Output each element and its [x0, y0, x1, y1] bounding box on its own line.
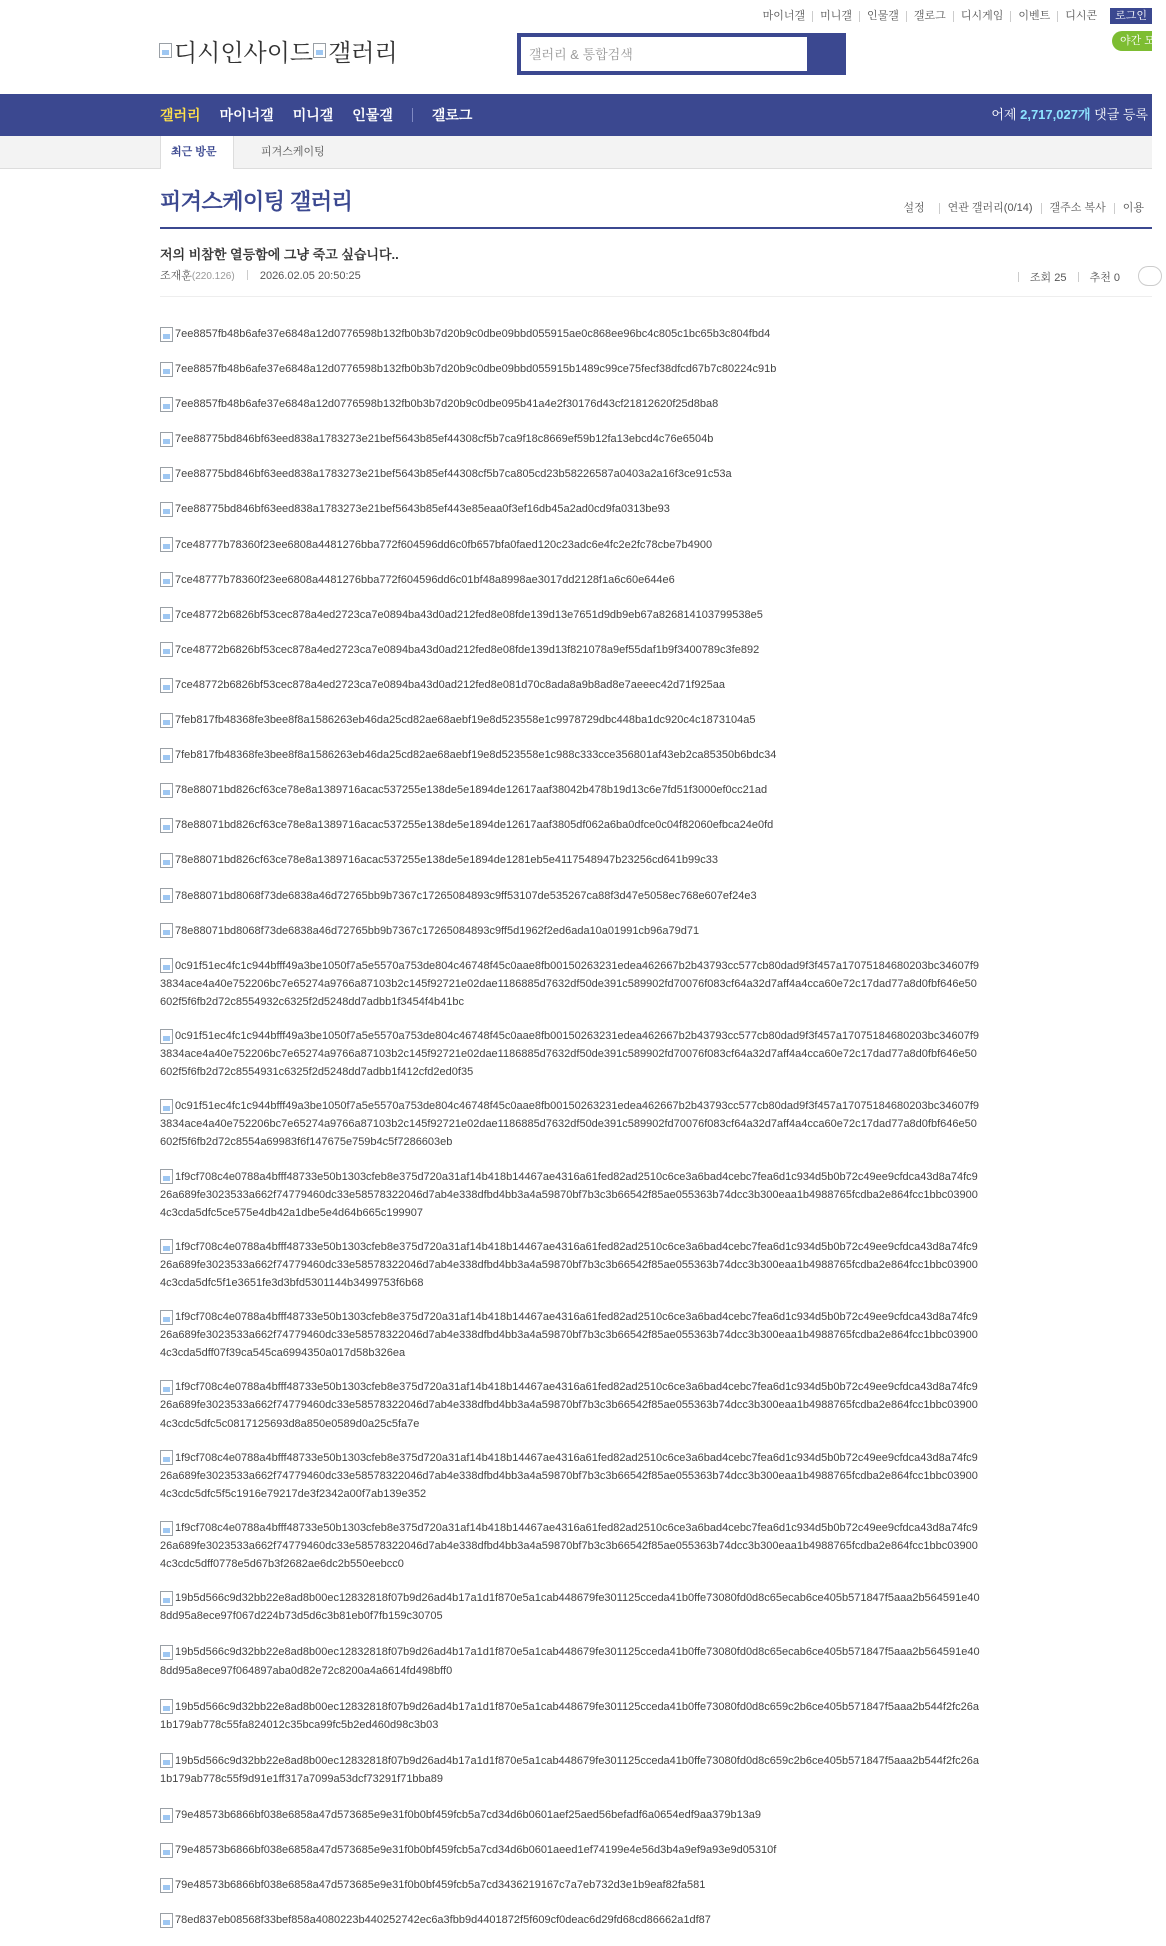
view-count: 조회 25 — [1029, 272, 1067, 284]
image-alt-text: 78e88071bd826cf63ce78e8a1389716acac537255e138de5e1894de12617aaf3805df062a6ba0dfce0c04f82060efbca24e0fd — [175, 819, 774, 832]
broken-image-icon — [160, 642, 173, 657]
post-date: 2026.02.05 20:50:25 — [259, 270, 361, 282]
image-alt-text: 1f9cf708c4e0788a4bfff48733e50b1303cfeb8e375d720a31af14b418b14467ae4316a61fed82ad2510c6ce3a6bad4cebc7fea6d1c934d5b0b72c49ee9cfdca43d8a74fc926a689fe3023533a662f74779460dc33e58578322046d7ab4e338dfbd4bb3a4a59870bf7b3c3b66542f85ae055363b74dcc3b300eaa1b4988765fcdba2e864fcc1bbc039004c3cda5dff07f39ca545ca6994350a017d58b326ea — [160, 1311, 978, 1360]
image-alt-text: 19b5d566c9d32bb22e8ad8b00ec12832818f07b9d26ad4b17a1d1f870e5a1cab448679fe301125cceda41b0ffe73080fd0d8c65ecab6ce405b571847f5aaa2b564591e408dd95a8ece97f064897aba0d82e72c8200a4a6614fd498bff0 — [160, 1646, 980, 1677]
post-image[interactable] — [160, 1841, 980, 1859]
count-divider — [1078, 272, 1079, 282]
post-image[interactable] — [160, 746, 980, 764]
image-alt-text: 7ce48777b78360f23ee6808a4481276bba772f604596dd6c01bf48a8998ae3017dd2128f1a6c60e644e6 — [175, 573, 675, 586]
gallery-tools — [903, 203, 1152, 214]
main-nav — [0, 94, 1152, 136]
post-image[interactable] — [160, 500, 980, 518]
image-alt-text: 79e48573b6866bf038e6858a47d573685e9e31f0b0bf459fcb5a7cd3436219167c7a7eb732d3e1b9eaf82fa581 — [175, 1879, 706, 1892]
broken-image-icon — [160, 1380, 173, 1395]
image-alt-text: 7ce48772b6826bf53cec878a4ed2723ca7e0894ba43d0ad212fed8e08fde139d13e7651d9db9eb67a826814103799538e5 — [175, 608, 763, 621]
post-image[interactable] — [160, 1378, 980, 1432]
broken-image-icon — [160, 1239, 173, 1254]
post-image[interactable] — [160, 1876, 980, 1894]
image-alt-text: 78e88071bd8068f73de6838a46d72765bb9b7367c17265084893c9ff5d1962f2ed6ada10a01991cb96a79d71 — [175, 924, 700, 937]
image-alt-text: 1f9cf708c4e0788a4bfff48733e50b1303cfeb8e375d720a31af14b418b14467ae4316a61fed82ad2510c6ce3a6bad4cebc7fea6d1c934d5b0b72c49ee9cfdca43d8a74fc926a689fe3023533a662f74779460dc33e58578322046d7ab4e338dfbd4bb3a4a59870bf7b3c3b66542f85ae055363b74dcc3b300eaa1b4988765fcdba2e864fcc1bbc039004c3cdc5dff0778e5d67b3f2682ae6dc2b550eebcc0 — [160, 1522, 978, 1571]
site-logo[interactable] — [159, 33, 398, 68]
broken-image-icon — [160, 713, 173, 728]
post-author-ip: (220.126) — [191, 271, 235, 282]
nav-divider — [412, 108, 413, 122]
post-image[interactable] — [160, 676, 980, 694]
post-image[interactable] — [160, 1752, 980, 1788]
image-alt-text: 7ce48777b78360f23ee6808a4481276bba772f604596dd6c0fb657bfa0faed120c23adc6e4fc2e2fc78cbe7b4900 — [175, 538, 713, 551]
broken-image-icon — [159, 43, 172, 58]
post-image[interactable] — [160, 1097, 980, 1151]
comment-stats — [991, 94, 1148, 136]
image-alt-text: 7feb817fb48368fe3bee8f8a1586263eb46da25cd82ae68aebf19e8d523558e1c988c333cce356801af43eb2ca85350b6bdc34 — [175, 749, 777, 762]
count-divider — [1018, 272, 1019, 282]
post-image[interactable] — [160, 641, 980, 659]
gallery-title[interactable]: 피겨스케이팅 갤러리 — [160, 189, 353, 214]
post-image[interactable] — [160, 1643, 980, 1679]
header-divider — [160, 227, 1152, 229]
broken-image-icon — [160, 607, 173, 622]
image-alt-text: 1f9cf708c4e0788a4bfff48733e50b1303cfeb8e375d720a31af14b418b14467ae4316a61fed82ad2510c6ce3a6bad4cebc7fea6d1c934d5b0b72c49ee9cfdca43d8a74fc926a689fe3023533a662f74779460dc33e58578322046d7ab4e338dfbd4bb3a4a59870bf7b3c3b66542f85ae055363b74dcc3b300eaa1b4988765fcdba2e864fcc1bbc039004c3cdc5dfc5c0817125693d8a850e0589d0a25c5fa7e — [160, 1381, 978, 1430]
post-image[interactable] — [160, 1449, 980, 1503]
usage-link[interactable]: 이용 — [1114, 203, 1152, 214]
nav-item-gallog[interactable]: 갤로그 — [431, 107, 473, 123]
broken-image-icon — [160, 888, 173, 903]
logo-alt-text-dcinside: 디시인사이드 — [174, 40, 314, 67]
broken-image-icon — [160, 1913, 173, 1928]
search-input[interactable] — [521, 37, 807, 71]
post-image[interactable] — [160, 536, 980, 554]
broken-image-icon — [160, 327, 173, 342]
meta-divider — [247, 270, 248, 280]
post-image[interactable] — [160, 606, 980, 624]
nav-menu — [160, 94, 491, 136]
broken-image-icon — [160, 748, 173, 763]
util-link-dc-game[interactable]: 디시게임 — [953, 11, 1011, 22]
broken-image-icon — [160, 1169, 173, 1184]
related-galleries-link[interactable]: 연관 갤러리(0/14) — [939, 203, 1041, 214]
broken-image-icon — [160, 1450, 173, 1465]
image-alt-text: 78e88071bd826cf63ce78e8a1389716acac537255e138de5e1894de12617aaf38042b478b19d13c6e7fd51f3000ef0cc21ad — [175, 784, 768, 797]
image-alt-text: 79e48573b6866bf038e6858a47d573685e9e31f0b0bf459fcb5a7cd34d6b0601aeed1ef74199e4e56d3b4a9ef9a93e9d05310f — [175, 1844, 777, 1857]
image-alt-text: 7ee8857fb48b6afe37e6848a12d0776598b132fb0b3b7d20b9c0dbe09bbd055915ae0c868ee96bc4c805c1bc65b3c804fbd4 — [175, 328, 771, 341]
broken-image-icon — [160, 1843, 173, 1858]
broken-image-icon — [160, 1878, 173, 1893]
post-image[interactable] — [160, 1911, 980, 1929]
broken-image-icon — [160, 432, 173, 447]
image-alt-text: 7ce48772b6826bf53cec878a4ed2723ca7e0894ba43d0ad212fed8e08fde139d13f821078a9ef55daf1b9f3400789c3fe892 — [175, 643, 760, 656]
broken-image-icon — [160, 397, 173, 412]
broken-image-icon — [160, 467, 173, 482]
image-alt-text: 1f9cf708c4e0788a4bfff48733e50b1303cfeb8e375d720a31af14b418b14467ae4316a61fed82ad2510c6ce3a6bad4cebc7fea6d1c934d5b0b72c49ee9cfdca43d8a74fc926a689fe3023533a662f74779460dc33e58578322046d7ab4e338dfbd4bb3a4a59870bf7b3c3b66542f85ae055363b74dcc3b300eaa1b4988765fcdba2e864fcc1bbc039004c3cda5dfc5ce575e4db42a1dbe5e4d64b665c199907 — [160, 1170, 978, 1219]
broken-image-icon — [160, 537, 173, 552]
broken-image-icon — [160, 502, 173, 517]
top-utility-links — [756, 8, 1152, 24]
image-alt-text: 7ee88775bd846bf63eed838a1783273e21bef5643b85ef44308cf5b7ca805cd23b58226587a0403a2a16f3ce91c53a — [175, 468, 732, 481]
night-mode-toggle[interactable]: 야간 모드 — [1112, 31, 1152, 51]
recent-visits-bar — [0, 136, 1152, 169]
post-title: 저의 비참한 열등함에 그냥 죽고 싶습니다.. — [160, 247, 399, 262]
image-alt-text: 0c91f51ec4fc1c944bfff49a3be1050f7a5e5570a753de804c46748f45c0aae8fb00150263231edea462667b2b43793cc577cb80dad9f3f457a17075184680203bc34607f93834ace4a40e752206bc7e65274a9766a87103b2c145f92721e02dae1186885d7632df50de391c589902fd70076f083cf64a32d7aff4a4cca60e72c17dad77a8d0fbf646e50602f5f6fb2d72c8554931c6325f2d5248dd7adbb1f412cfd2ed0f35 — [160, 1030, 979, 1079]
image-alt-text: 0c91f51ec4fc1c944bfff49a3be1050f7a5e5570a753de804c46748f45c0aae8fb00150263231edea462667b2b43793cc577cb80dad9f3f457a17075184680203bc34607f93834ace4a40e752206bc7e65274a9766a87103b2c145f92721e02dae1186885d7632df50de391c589902fd70076f083cf64a32d7aff4a4cca60e72c17dad77a8d0fbf646e50602f5f6fb2d72c8554932c6325f2d5248dd7adbb1f3454f4b41bc — [160, 959, 979, 1008]
broken-image-icon — [160, 1099, 173, 1114]
post-image[interactable] — [160, 711, 980, 729]
broken-image-icon — [160, 1029, 173, 1044]
post-header-divider — [160, 296, 1152, 297]
recommend-count: 추천 0 — [1089, 272, 1120, 284]
image-alt-text: 7ce48772b6826bf53cec878a4ed2723ca7e0894ba43d0ad212fed8e081d70c8ada8a9b8ad8e7aeeec42d71f925aa — [175, 679, 725, 692]
broken-image-icon — [160, 1645, 173, 1660]
image-alt-text: 0c91f51ec4fc1c944bfff49a3be1050f7a5e5570a753de804c46748f45c0aae8fb00150263231edea462667b2b43793cc577cb80dad9f3f457a17075184680203bc34607f93834ace4a40e752206bc7e65274a9766a87103b2c145f92721e02dae1186885d7632df50de391c589902fd70076f083cf64a32d7aff4a4cca60e72c17dad77a8d0fbf646e50602f5f6fb2d72c8554a69983f6f147675e759b4c5f7286603eb — [160, 1100, 979, 1149]
image-alt-text: 1f9cf708c4e0788a4bfff48733e50b1303cfeb8e375d720a31af14b418b14467ae4316a61fed82ad2510c6ce3a6bad4cebc7fea6d1c934d5b0b72c49ee9cfdca43d8a74fc926a689fe3023533a662f74779460dc33e58578322046d7ab4e338dfbd4bb3a4a59870bf7b3c3b66542f85ae055363b74dcc3b300eaa1b4988765fcdba2e864fcc1bbc039004c3cda5dfc5f1e3651fe3d3bfd5301144b3499753f6b68 — [160, 1240, 978, 1290]
util-link-person-gallery[interactable]: 인물갤 — [859, 11, 906, 22]
search-button[interactable] — [807, 33, 846, 75]
image-alt-text: 78e88071bd826cf63ce78e8a1389716acac537255e138de5e1894de1281eb5e4117548947b23256cd641b99c33 — [175, 854, 719, 867]
post-image[interactable] — [160, 1698, 980, 1734]
util-link-dccon[interactable]: 디시콘 — [1057, 11, 1104, 22]
broken-image-icon — [160, 783, 173, 798]
post-image[interactable] — [160, 325, 980, 343]
post-counts — [1018, 269, 1120, 285]
post-image[interactable] — [160, 1519, 980, 1573]
post-author[interactable]: 조재훈 — [160, 270, 192, 282]
image-alt-text: 7ee8857fb48b6afe37e6848a12d0776598b132fb0b3b7d20b9c0dbe095b41a4e2f30176d43cf21812620f25d8ba8 — [175, 398, 719, 411]
post-image[interactable] — [160, 957, 980, 1011]
image-alt-text: 19b5d566c9d32bb22e8ad8b00ec12832818f07b9d26ad4b17a1d1f870e5a1cab448679fe301125cceda41b0ffe73080fd0d8c659c2b6ce405b571847f5aaa2b544f2fc26a1b179ab778c55fa824012c35bca99fc5b2ed460d98c3b03 — [160, 1700, 979, 1731]
image-alt-text: 7ee8857fb48b6afe37e6848a12d0776598b132fb0b3b7d20b9c0dbe09bbd055915b1489c99ce75fecf38dfcd67b7c80224c91b — [175, 363, 777, 376]
broken-image-icon — [160, 1310, 173, 1325]
util-link-event[interactable]: 이벤트 — [1010, 11, 1057, 22]
post-image[interactable] — [160, 430, 980, 448]
image-alt-text: 78e88071bd8068f73de6838a46d72765bb9b7367c17265084893c9ff53107de535267ca88f3d47e5058ec768e607ef24e3 — [175, 889, 757, 902]
post-image[interactable] — [160, 816, 980, 834]
post-image[interactable] — [160, 851, 980, 869]
post-image[interactable] — [160, 395, 980, 413]
post-image[interactable] — [160, 887, 980, 905]
post-image[interactable] — [160, 465, 980, 483]
broken-image-icon — [160, 1753, 173, 1768]
broken-image-icon — [160, 958, 173, 973]
image-alt-text: 19b5d566c9d32bb22e8ad8b00ec12832818f07b9d26ad4b17a1d1f870e5a1cab448679fe301125cceda41b0ffe73080fd0d8c659c2b6ce405b571847f5aaa2b544f2fc26a1b179ab778c55f9d91e1ff317a7099a53dcf73291f71bba89 — [160, 1754, 979, 1785]
settings-link[interactable]: 설정 — [903, 202, 925, 214]
post-meta — [160, 267, 361, 283]
image-alt-text: 1f9cf708c4e0788a4bfff48733e50b1303cfeb8e375d720a31af14b418b14467ae4316a61fed82ad2510c6ce3a6bad4cebc7fea6d1c934d5b0b72c49ee9cfdca43d8a74fc926a689fe3023533a662f74779460dc33e58578322046d7ab4e338dfbd4bb3a4a59870bf7b3c3b66542f85ae055363b74dcc3b300eaa1b4988765fcdba2e864fcc1bbc039004c3cdc5dfc5f5c1916e79217de3f2342a00f7ab139e352 — [160, 1451, 978, 1500]
broken-image-icon — [160, 853, 173, 868]
post-image[interactable] — [160, 781, 980, 799]
image-alt-text: 7ee88775bd846bf63eed838a1783273e21bef5643b85ef44308cf5b7ca9f18c8669ef59b12fa13ebcd4c76e6504b — [175, 433, 714, 446]
nav-item-person-gallery[interactable]: 인물갤 — [352, 107, 393, 123]
login-button[interactable]: 로그인 — [1110, 8, 1152, 24]
util-link-gallog[interactable]: 갤로그 — [906, 11, 953, 22]
util-link-mini-gallery[interactable]: 미니갤 — [812, 11, 859, 22]
broken-image-icon — [160, 678, 173, 693]
post-image[interactable] — [160, 1168, 980, 1222]
post-option-button[interactable] — [1138, 266, 1162, 286]
image-alt-text: 7ee88775bd846bf63eed838a1783273e21bef5643b85ef443e85eaa0f3ef16db45a2ad0cd9fa0313be93 — [175, 503, 670, 516]
logo-alt-text-gallery: 갤러리 — [328, 40, 398, 67]
post-image-list — [160, 325, 980, 1946]
post-image[interactable] — [160, 922, 980, 940]
image-alt-text: 78ed837eb08568f33bef858a4080223b440252742ec6a3fbb9d4401872f5f609cf0deac6d29fd68cd86662a1df87 — [175, 1914, 711, 1927]
broken-image-icon — [160, 1591, 173, 1606]
broken-image-icon — [160, 923, 173, 938]
broken-image-icon — [160, 1699, 173, 1714]
broken-image-icon — [160, 1808, 173, 1823]
recent-visits-tab[interactable]: 최근 방문 — [160, 136, 234, 169]
post-image[interactable] — [160, 1027, 980, 1081]
broken-image-icon — [160, 572, 173, 587]
stats-prefix: 어제 — [991, 107, 1017, 122]
broken-image-icon — [313, 43, 326, 58]
post-image[interactable] — [160, 360, 980, 378]
stats-count: 2,717,027개 — [1020, 107, 1091, 122]
post-image[interactable] — [160, 1589, 980, 1625]
search-box — [517, 33, 846, 75]
post-image[interactable] — [160, 1806, 980, 1824]
stats-suffix: 댓글 등록 — [1094, 107, 1148, 122]
image-alt-text: 79e48573b6866bf038e6858a47d573685e9e31f0b0bf459fcb5a7cd34d6b0601aef25aed56befadf6a0654edf9aa379b13a9 — [175, 1809, 762, 1822]
nav-item-mini-gallery[interactable]: 미니갤 — [292, 107, 334, 123]
copy-gallery-address-link[interactable]: 갤주소 복사 — [1041, 203, 1114, 214]
nav-item-gallery[interactable]: 갤러리 — [160, 107, 201, 123]
post-image[interactable] — [160, 1238, 980, 1292]
broken-image-icon — [160, 1521, 173, 1536]
nav-item-minor-gallery[interactable]: 마이너갤 — [219, 107, 274, 123]
recent-gallery-link[interactable]: 피겨스케이팅 — [261, 146, 325, 158]
util-link-minor-gallery[interactable]: 마이너갤 — [762, 9, 806, 22]
post-image[interactable] — [160, 1308, 980, 1362]
image-alt-text: 7feb817fb48368fe3bee8f8a1586263eb46da25cd82ae68aebf19e8d523558e1c9978729dbc448ba1dc920c4c1873104a5 — [175, 714, 756, 727]
image-alt-text: 19b5d566c9d32bb22e8ad8b00ec12832818f07b9d26ad4b17a1d1f870e5a1cab448679fe301125cceda41b0ffe73080fd0d8c65ecab6ce405b571847f5aaa2b564591e408dd95a8ece97f067d224b73d5d6c3b81eb0f7fb159c30705 — [160, 1592, 980, 1623]
broken-image-icon — [160, 362, 173, 377]
broken-image-icon — [160, 818, 173, 833]
post-image[interactable] — [160, 571, 980, 589]
